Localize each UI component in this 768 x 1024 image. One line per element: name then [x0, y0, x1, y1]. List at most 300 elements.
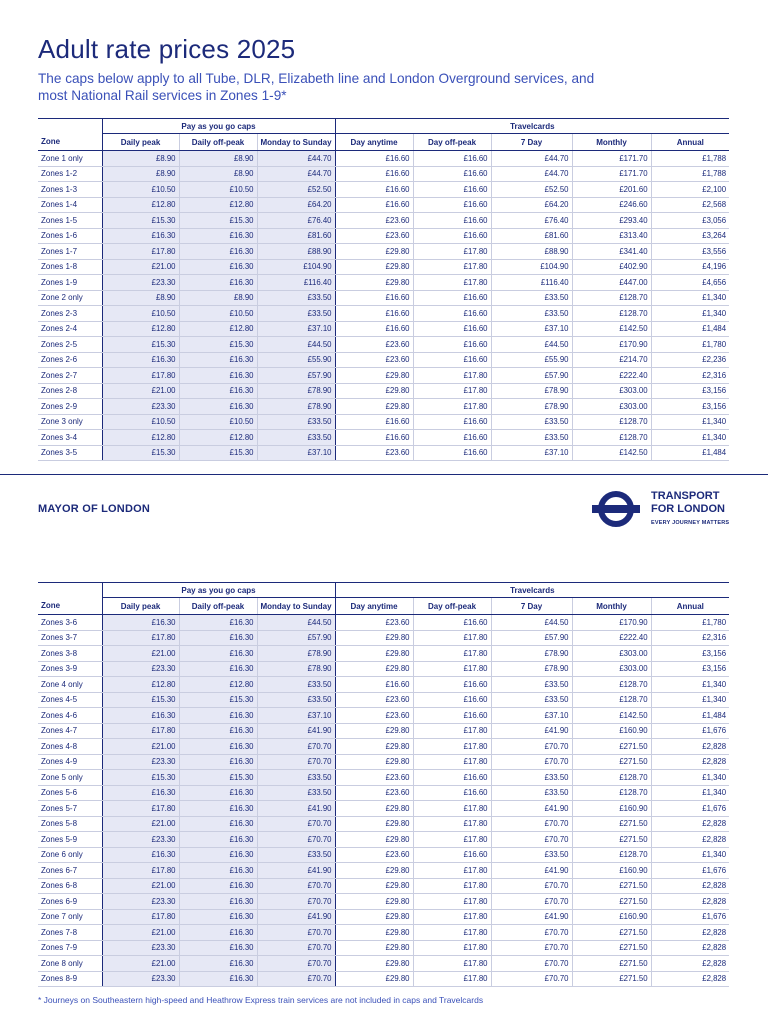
table-row [38, 228, 729, 244]
cell-7-day: £33.50 [491, 677, 572, 693]
cell-day-anytime: £29.80 [335, 925, 413, 941]
cell-monday-to-sunday: £70.70 [257, 739, 335, 755]
cell-daily-off-peak: £16.30 [179, 801, 257, 817]
column-header-annual: Annual [651, 598, 729, 615]
cell-monday-to-sunday: £70.70 [257, 971, 335, 987]
cell-7-day: £44.70 [491, 166, 572, 182]
cell-daily-off-peak: £8.90 [179, 290, 257, 306]
cell-monday-to-sunday: £33.50 [257, 692, 335, 708]
cell-monday-to-sunday: £76.40 [257, 213, 335, 229]
column-header-monthly: Monthly [572, 134, 651, 151]
cell-zone: Zones 2-8 [38, 383, 102, 399]
cell-day-off-peak: £16.60 [413, 677, 491, 693]
cell-monday-to-sunday: £33.50 [257, 847, 335, 863]
cell-monday-to-sunday: £70.70 [257, 832, 335, 848]
cell-monday-to-sunday: £33.50 [257, 770, 335, 786]
cell-7-day: £70.70 [491, 878, 572, 894]
cell-monthly: £447.00 [572, 275, 651, 291]
cell-monday-to-sunday: £70.70 [257, 956, 335, 972]
cell-annual: £1,484 [651, 321, 729, 337]
table-row [38, 770, 729, 786]
cell-7-day: £81.60 [491, 228, 572, 244]
cell-monthly: £214.70 [572, 352, 651, 368]
cell-zone: Zone 1 only [38, 151, 102, 167]
cell-day-off-peak: £17.80 [413, 832, 491, 848]
cell-zone: Zones 4-7 [38, 723, 102, 739]
cell-day-anytime: £29.80 [335, 940, 413, 956]
cell-monday-to-sunday: £70.70 [257, 878, 335, 894]
cell-daily-peak: £17.80 [102, 801, 179, 817]
cell-zone: Zone 3 only [38, 414, 102, 430]
cell-annual: £1,676 [651, 909, 729, 925]
cell-zone: Zone 2 only [38, 290, 102, 306]
table-row [38, 368, 729, 384]
cell-monday-to-sunday: £55.90 [257, 352, 335, 368]
cell-monthly: £271.50 [572, 832, 651, 848]
cell-annual: £1,484 [651, 708, 729, 724]
page-subtitle: The caps below apply to all Tube, DLR, Elizabeth line and London Overground services, and most National Rail services in Zones 1-9* [38, 71, 595, 103]
cell-annual: £1,780 [651, 337, 729, 353]
column-header-monday-to-sunday: Monday to Sunday [257, 598, 335, 615]
cell-daily-peak: £17.80 [102, 863, 179, 879]
cell-7-day: £37.10 [491, 708, 572, 724]
cell-monthly: £271.50 [572, 739, 651, 755]
cell-monthly: £128.70 [572, 306, 651, 322]
cell-monday-to-sunday: £33.50 [257, 414, 335, 430]
cell-day-anytime: £29.80 [335, 368, 413, 384]
cell-day-off-peak: £17.80 [413, 646, 491, 662]
cell-monthly: £271.50 [572, 940, 651, 956]
cell-daily-off-peak: £16.30 [179, 909, 257, 925]
cell-monday-to-sunday: £88.90 [257, 244, 335, 260]
cell-day-off-peak: £17.80 [413, 739, 491, 755]
table-row [38, 708, 729, 724]
cell-daily-peak: £15.30 [102, 445, 179, 461]
cell-daily-peak: £21.00 [102, 383, 179, 399]
cell-zone: Zones 2-5 [38, 337, 102, 353]
cell-monday-to-sunday: £33.50 [257, 677, 335, 693]
cell-monthly: £142.50 [572, 708, 651, 724]
cell-daily-peak: £23.30 [102, 399, 179, 415]
cell-day-off-peak: £16.60 [413, 352, 491, 368]
cell-day-off-peak: £16.60 [413, 306, 491, 322]
column-header-monthly: Monthly [572, 598, 651, 615]
table-row [38, 352, 729, 368]
cell-monthly: £171.70 [572, 166, 651, 182]
cell-7-day: £33.50 [491, 847, 572, 863]
table-row [38, 940, 729, 956]
table-row [38, 894, 729, 910]
cell-monthly: £128.70 [572, 770, 651, 786]
table-row [38, 630, 729, 646]
cell-annual: £1,340 [651, 847, 729, 863]
cell-day-off-peak: £17.80 [413, 878, 491, 894]
column-header-day-off-peak: Day off-peak [413, 134, 491, 151]
page-title: Adult rate prices 2025 [38, 34, 296, 64]
cell-monthly: £303.00 [572, 383, 651, 399]
cell-day-off-peak: £17.80 [413, 956, 491, 972]
cell-day-anytime: £16.60 [335, 677, 413, 693]
cell-day-anytime: £29.80 [335, 275, 413, 291]
column-header-7-day: 7 Day [491, 598, 572, 615]
cell-daily-peak: £10.50 [102, 414, 179, 430]
cell-day-anytime: £23.60 [335, 708, 413, 724]
cell-7-day: £70.70 [491, 832, 572, 848]
cell-7-day: £78.90 [491, 383, 572, 399]
cell-day-off-peak: £16.60 [413, 213, 491, 229]
column-header-zone: Zone [38, 134, 102, 151]
cell-daily-peak: £17.80 [102, 244, 179, 260]
table-row [38, 244, 729, 260]
cell-daily-off-peak: £10.50 [179, 306, 257, 322]
cell-zone: Zones 7-9 [38, 940, 102, 956]
cell-7-day: £78.90 [491, 646, 572, 662]
cell-monthly: £303.00 [572, 661, 651, 677]
table-row [38, 321, 729, 337]
cell-daily-peak: £16.30 [102, 228, 179, 244]
cell-annual: £4,656 [651, 275, 729, 291]
cell-monday-to-sunday: £44.70 [257, 151, 335, 167]
cell-daily-peak: £8.90 [102, 151, 179, 167]
cell-monday-to-sunday: £70.70 [257, 816, 335, 832]
cell-7-day: £76.40 [491, 213, 572, 229]
cell-day-off-peak: £16.60 [413, 708, 491, 724]
cell-zone: Zones 5-9 [38, 832, 102, 848]
cell-monday-to-sunday: £104.90 [257, 259, 335, 275]
cell-monthly: £160.90 [572, 909, 651, 925]
cell-day-anytime: £23.60 [335, 770, 413, 786]
table-row [38, 383, 729, 399]
table-row [38, 754, 729, 770]
cell-daily-peak: £21.00 [102, 739, 179, 755]
cell-daily-off-peak: £16.30 [179, 847, 257, 863]
table-row [38, 414, 729, 430]
table-row [38, 692, 729, 708]
cell-daily-off-peak: £16.30 [179, 816, 257, 832]
cell-monthly: £271.50 [572, 925, 651, 941]
table-row [38, 956, 729, 972]
cell-zone: Zones 6-9 [38, 894, 102, 910]
cell-day-anytime: £29.80 [335, 878, 413, 894]
cell-monday-to-sunday: £64.20 [257, 197, 335, 213]
cell-monday-to-sunday: £44.50 [257, 615, 335, 631]
cell-7-day: £57.90 [491, 630, 572, 646]
cell-monday-to-sunday: £33.50 [257, 785, 335, 801]
cell-7-day: £33.50 [491, 290, 572, 306]
cell-daily-off-peak: £16.30 [179, 739, 257, 755]
tfl-wordmark-line-1: TRANSPORT [651, 490, 720, 502]
cell-monthly: £170.90 [572, 615, 651, 631]
cell-daily-peak: £12.80 [102, 197, 179, 213]
cell-annual: £1,676 [651, 863, 729, 879]
cell-7-day: £33.50 [491, 430, 572, 446]
cell-day-off-peak: £17.80 [413, 894, 491, 910]
cell-monthly: £271.50 [572, 878, 651, 894]
cell-day-anytime: £23.60 [335, 615, 413, 631]
column-header-daily-off-peak: Daily off-peak [179, 134, 257, 151]
cell-7-day: £44.70 [491, 151, 572, 167]
cell-monday-to-sunday: £70.70 [257, 940, 335, 956]
cell-monthly: £160.90 [572, 863, 651, 879]
cell-day-anytime: £23.60 [335, 228, 413, 244]
table-row [38, 213, 729, 229]
cell-day-anytime: £29.80 [335, 259, 413, 275]
cell-day-anytime: £23.60 [335, 445, 413, 461]
cell-monthly: £142.50 [572, 445, 651, 461]
cell-annual: £2,316 [651, 630, 729, 646]
cell-annual: £2,568 [651, 197, 729, 213]
cell-7-day: £116.40 [491, 275, 572, 291]
cell-day-off-peak: £17.80 [413, 754, 491, 770]
cell-day-anytime: £23.60 [335, 785, 413, 801]
cell-monday-to-sunday: £37.10 [257, 708, 335, 724]
cell-daily-peak: £15.30 [102, 770, 179, 786]
cell-daily-peak: £8.90 [102, 166, 179, 182]
cell-monthly: £303.00 [572, 399, 651, 415]
cell-annual: £3,056 [651, 213, 729, 229]
cell-daily-off-peak: £15.30 [179, 213, 257, 229]
cell-day-anytime: £16.60 [335, 321, 413, 337]
cell-annual: £2,828 [651, 971, 729, 987]
cell-day-off-peak: £17.80 [413, 661, 491, 677]
cell-annual: £2,828 [651, 832, 729, 848]
cell-daily-peak: £15.30 [102, 692, 179, 708]
table-row [38, 646, 729, 662]
cell-day-off-peak: £17.80 [413, 368, 491, 384]
cell-day-off-peak: £16.60 [413, 785, 491, 801]
cell-daily-off-peak: £15.30 [179, 445, 257, 461]
cell-daily-peak: £21.00 [102, 259, 179, 275]
cell-7-day: £41.90 [491, 863, 572, 879]
cell-7-day: £33.50 [491, 306, 572, 322]
cell-day-anytime: £29.80 [335, 646, 413, 662]
cell-day-anytime: £29.80 [335, 383, 413, 399]
cell-daily-off-peak: £16.30 [179, 368, 257, 384]
fares-table-2 [38, 582, 729, 987]
cell-daily-off-peak: £16.30 [179, 630, 257, 646]
cell-day-anytime: £29.80 [335, 630, 413, 646]
cell-day-anytime: £29.80 [335, 244, 413, 260]
cell-daily-off-peak: £16.30 [179, 894, 257, 910]
cell-daily-off-peak: £8.90 [179, 151, 257, 167]
cell-annual: £2,828 [651, 956, 729, 972]
cell-annual: £1,340 [651, 770, 729, 786]
cell-monday-to-sunday: £41.90 [257, 909, 335, 925]
cell-day-anytime: £16.60 [335, 306, 413, 322]
cell-7-day: £33.50 [491, 785, 572, 801]
cell-daily-peak: £15.30 [102, 337, 179, 353]
cell-monthly: £246.60 [572, 197, 651, 213]
cell-daily-peak: £17.80 [102, 368, 179, 384]
table-row [38, 739, 729, 755]
tfl-roundel-icon [592, 490, 640, 528]
mayor-of-london-logo: MAYOR OF LONDON [38, 503, 150, 515]
cell-daily-peak: £12.80 [102, 677, 179, 693]
cell-day-anytime: £29.80 [335, 832, 413, 848]
cell-daily-off-peak: £16.30 [179, 661, 257, 677]
table-row [38, 151, 729, 167]
cell-day-off-peak: £17.80 [413, 940, 491, 956]
cell-day-off-peak: £17.80 [413, 863, 491, 879]
column-header-day-anytime: Day anytime [335, 598, 413, 615]
cell-daily-peak: £16.30 [102, 847, 179, 863]
table-row [38, 197, 729, 213]
cell-annual: £2,828 [651, 754, 729, 770]
column-header-day-anytime: Day anytime [335, 134, 413, 151]
cell-zone: Zones 3-8 [38, 646, 102, 662]
cell-day-anytime: £23.60 [335, 847, 413, 863]
cell-day-anytime: £16.60 [335, 290, 413, 306]
cell-7-day: £88.90 [491, 244, 572, 260]
cell-monthly: £128.70 [572, 290, 651, 306]
cell-monday-to-sunday: £44.50 [257, 337, 335, 353]
cell-monday-to-sunday: £78.90 [257, 399, 335, 415]
cell-day-off-peak: £17.80 [413, 275, 491, 291]
cell-day-anytime: £29.80 [335, 661, 413, 677]
column-header-annual: Annual [651, 134, 729, 151]
cell-monday-to-sunday: £37.10 [257, 445, 335, 461]
cell-annual: £3,156 [651, 383, 729, 399]
cell-daily-peak: £8.90 [102, 290, 179, 306]
cell-zone: Zone 6 only [38, 847, 102, 863]
cell-annual: £2,828 [651, 739, 729, 755]
cell-day-off-peak: £16.60 [413, 182, 491, 198]
cell-daily-off-peak: £16.30 [179, 971, 257, 987]
group-header-payg: Pay as you go caps [102, 119, 335, 134]
cell-7-day: £70.70 [491, 925, 572, 941]
table-row [38, 430, 729, 446]
cell-annual: £1,676 [651, 801, 729, 817]
table-row [38, 615, 729, 631]
cell-day-off-peak: £16.60 [413, 321, 491, 337]
table-row [38, 863, 729, 879]
cell-day-off-peak: £17.80 [413, 244, 491, 260]
cell-daily-off-peak: £15.30 [179, 692, 257, 708]
cell-monday-to-sunday: £57.90 [257, 368, 335, 384]
cell-monday-to-sunday: £70.70 [257, 754, 335, 770]
cell-daily-off-peak: £16.30 [179, 723, 257, 739]
cell-zone: Zones 3-9 [38, 661, 102, 677]
fares-table-2-body [38, 615, 729, 987]
cell-daily-peak: £16.30 [102, 785, 179, 801]
table-row [38, 925, 729, 941]
table-row [38, 290, 729, 306]
cell-7-day: £33.50 [491, 414, 572, 430]
cell-day-off-peak: £17.80 [413, 630, 491, 646]
cell-annual: £2,828 [651, 940, 729, 956]
group-header-blank [38, 119, 102, 134]
cell-monday-to-sunday: £37.10 [257, 321, 335, 337]
cell-zone: Zones 1-3 [38, 182, 102, 198]
table-row [38, 337, 729, 353]
tfl-tagline: EVERY JOURNEY MATTERS [651, 520, 730, 526]
cell-daily-peak: £10.50 [102, 306, 179, 322]
cell-daily-peak: £21.00 [102, 925, 179, 941]
cell-annual: £4,196 [651, 259, 729, 275]
column-header-daily-off-peak: Daily off-peak [179, 598, 257, 615]
cell-monthly: £271.50 [572, 754, 651, 770]
cell-daily-off-peak: £12.80 [179, 677, 257, 693]
cell-annual: £1,340 [651, 414, 729, 430]
cell-day-off-peak: £17.80 [413, 259, 491, 275]
cell-day-anytime: £23.60 [335, 352, 413, 368]
cell-zone: Zones 5-6 [38, 785, 102, 801]
cell-7-day: £41.90 [491, 801, 572, 817]
column-header-7-day: 7 Day [491, 134, 572, 151]
cell-annual: £1,340 [651, 306, 729, 322]
cell-annual: £1,340 [651, 290, 729, 306]
table-row [38, 909, 729, 925]
cell-zone: Zones 5-7 [38, 801, 102, 817]
cell-monthly: £160.90 [572, 801, 651, 817]
cell-daily-peak: £23.30 [102, 832, 179, 848]
cell-day-anytime: £16.60 [335, 182, 413, 198]
cell-annual: £2,100 [651, 182, 729, 198]
cell-monthly: £128.70 [572, 692, 651, 708]
column-header-daily-peak: Daily peak [102, 598, 179, 615]
cell-annual: £3,556 [651, 244, 729, 260]
cell-monday-to-sunday: £33.50 [257, 430, 335, 446]
cell-annual: £1,340 [651, 692, 729, 708]
cell-7-day: £33.50 [491, 770, 572, 786]
cell-annual: £1,788 [651, 166, 729, 182]
cell-zone: Zones 1-6 [38, 228, 102, 244]
cell-monthly: £171.70 [572, 151, 651, 167]
cell-7-day: £33.50 [491, 692, 572, 708]
cell-monday-to-sunday: £78.90 [257, 661, 335, 677]
cell-zone: Zones 2-3 [38, 306, 102, 322]
cell-7-day: £70.70 [491, 739, 572, 755]
cell-day-off-peak: £16.60 [413, 414, 491, 430]
group-header-travelcards: Travelcards [335, 119, 729, 134]
cell-monthly: £293.40 [572, 213, 651, 229]
cell-daily-peak: £17.80 [102, 630, 179, 646]
fares-table-1 [38, 118, 729, 461]
cell-annual: £3,264 [651, 228, 729, 244]
cell-daily-off-peak: £16.30 [179, 754, 257, 770]
cell-day-off-peak: £16.60 [413, 615, 491, 631]
cell-zone: Zones 6-7 [38, 863, 102, 879]
cell-annual: £3,156 [651, 661, 729, 677]
cell-day-off-peak: £17.80 [413, 971, 491, 987]
fares-table-1-body [38, 151, 729, 461]
cell-daily-off-peak: £16.30 [179, 940, 257, 956]
table-row [38, 847, 729, 863]
cell-day-off-peak: £16.60 [413, 290, 491, 306]
cell-day-off-peak: £17.80 [413, 723, 491, 739]
cell-day-off-peak: £17.80 [413, 909, 491, 925]
table-row [38, 832, 729, 848]
cell-day-anytime: £29.80 [335, 754, 413, 770]
cell-annual: £1,340 [651, 677, 729, 693]
cell-7-day: £44.50 [491, 337, 572, 353]
cell-monday-to-sunday: £81.60 [257, 228, 335, 244]
cell-daily-off-peak: £12.80 [179, 430, 257, 446]
cell-day-anytime: £23.60 [335, 213, 413, 229]
cell-monday-to-sunday: £57.90 [257, 630, 335, 646]
cell-7-day: £70.70 [491, 754, 572, 770]
cell-daily-off-peak: £16.30 [179, 352, 257, 368]
cell-7-day: £37.10 [491, 445, 572, 461]
cell-day-off-peak: £16.60 [413, 166, 491, 182]
table-row [38, 661, 729, 677]
cell-monthly: £128.70 [572, 677, 651, 693]
cell-daily-off-peak: £12.80 [179, 197, 257, 213]
table-row [38, 723, 729, 739]
cell-7-day: £70.70 [491, 971, 572, 987]
cell-annual: £1,788 [651, 151, 729, 167]
cell-day-off-peak: £16.60 [413, 151, 491, 167]
